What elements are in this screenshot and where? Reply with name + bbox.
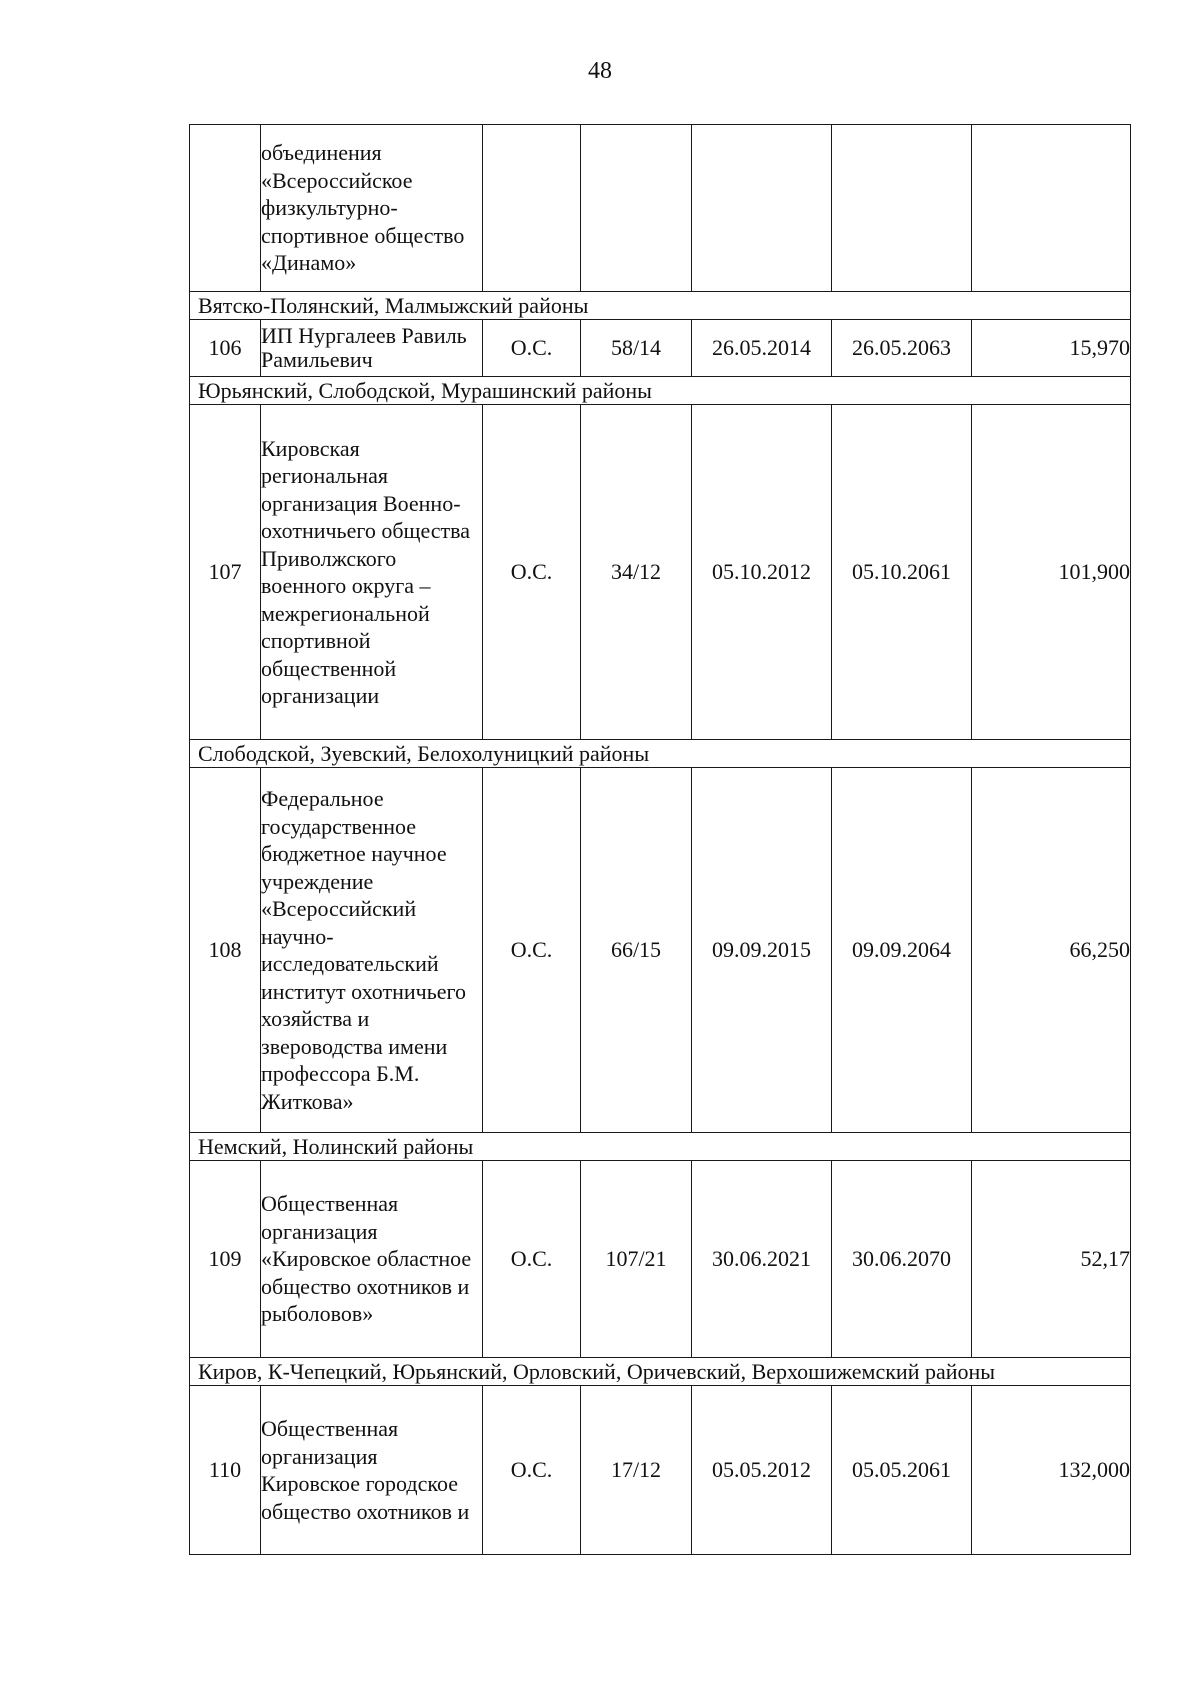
area-value: 15,970 bbox=[972, 320, 1131, 377]
start-date: 30.06.2021 bbox=[692, 1161, 832, 1358]
agreement-number: 66/15 bbox=[581, 768, 692, 1133]
row-number: 107 bbox=[190, 405, 261, 740]
region-label: Слободской, Зуевский, Белохолуницкий районы bbox=[190, 740, 1131, 768]
document-type: О.С. bbox=[483, 1386, 581, 1555]
area-value: 101,900 bbox=[972, 405, 1131, 740]
table-row bbox=[190, 125, 1131, 292]
document-type: О.С. bbox=[483, 1161, 581, 1358]
table-row bbox=[190, 1386, 1131, 1555]
region-row bbox=[190, 292, 1131, 320]
document-type bbox=[483, 125, 581, 292]
region-row bbox=[190, 1358, 1131, 1386]
document-type: О.С. bbox=[483, 320, 581, 377]
area-value: 52,17 bbox=[972, 1161, 1131, 1358]
row-number: 108 bbox=[190, 768, 261, 1133]
table-row bbox=[190, 1161, 1131, 1358]
area-value: 66,250 bbox=[972, 768, 1131, 1133]
document-type: О.С. bbox=[483, 405, 581, 740]
row-number bbox=[190, 125, 261, 292]
agreement-number: 58/14 bbox=[581, 320, 692, 377]
start-date bbox=[692, 125, 832, 292]
region-row bbox=[190, 740, 1131, 768]
organization-name: объединения «Всероссийское физкультурно-спортивное общество «Динамо» bbox=[261, 125, 483, 292]
organization-name: Кировская региональная организация Военно-охотничьего общества Приволжского военного округа – межрегиональной спортивной общественной организации bbox=[261, 405, 483, 740]
region-label: Киров, К-Чепецкий, Юрьянский, Орловский, Оричевский, Верхошижемский районы bbox=[190, 1358, 1131, 1386]
start-date: 26.05.2014 bbox=[692, 320, 832, 377]
table-row bbox=[190, 405, 1131, 740]
agreement-number: 34/12 bbox=[581, 405, 692, 740]
end-date: 26.05.2063 bbox=[832, 320, 972, 377]
agreement-number: 107/21 bbox=[581, 1161, 692, 1358]
end-date: 09.09.2064 bbox=[832, 768, 972, 1133]
end-date: 30.06.2070 bbox=[832, 1161, 972, 1358]
region-row bbox=[190, 377, 1131, 405]
region-label: Юрьянский, Слободской, Мурашинский районы bbox=[190, 377, 1131, 405]
agreement-number: 17/12 bbox=[581, 1386, 692, 1555]
start-date: 05.10.2012 bbox=[692, 405, 832, 740]
organization-name: Общественная организация «Кировское областное общество охотников и рыболовов» bbox=[261, 1161, 483, 1358]
agreement-number bbox=[581, 125, 692, 292]
region-row bbox=[190, 1133, 1131, 1161]
row-number: 109 bbox=[190, 1161, 261, 1358]
hunting-grounds-table bbox=[189, 124, 1131, 1555]
organization-name: ИП Нургалеев Равиль Рамильевич bbox=[261, 320, 483, 377]
row-number: 106 bbox=[190, 320, 261, 377]
organization-name: Федеральное государственное бюджетное научное учреждение «Всероссийский научно-исследовательский институт охотничьего хозяйства и звероводства имени профессора Б.М. Житкова» bbox=[261, 768, 483, 1133]
table-row bbox=[190, 320, 1131, 377]
end-date bbox=[832, 125, 972, 292]
start-date: 09.09.2015 bbox=[692, 768, 832, 1133]
end-date: 05.05.2061 bbox=[832, 1386, 972, 1555]
area-value: 132,000 bbox=[972, 1386, 1131, 1555]
row-number: 110 bbox=[190, 1386, 261, 1555]
page-number: 48 bbox=[588, 58, 612, 84]
document-type: О.С. bbox=[483, 768, 581, 1133]
table-row bbox=[190, 768, 1131, 1133]
end-date: 05.10.2061 bbox=[832, 405, 972, 740]
start-date: 05.05.2012 bbox=[692, 1386, 832, 1555]
area-value bbox=[972, 125, 1131, 292]
region-label: Немский, Нолинский районы bbox=[190, 1133, 1131, 1161]
region-label: Вятско-Полянский, Малмыжский районы bbox=[190, 292, 1131, 320]
organization-name: Общественная организация Кировское городское общество охотников и bbox=[261, 1386, 483, 1555]
